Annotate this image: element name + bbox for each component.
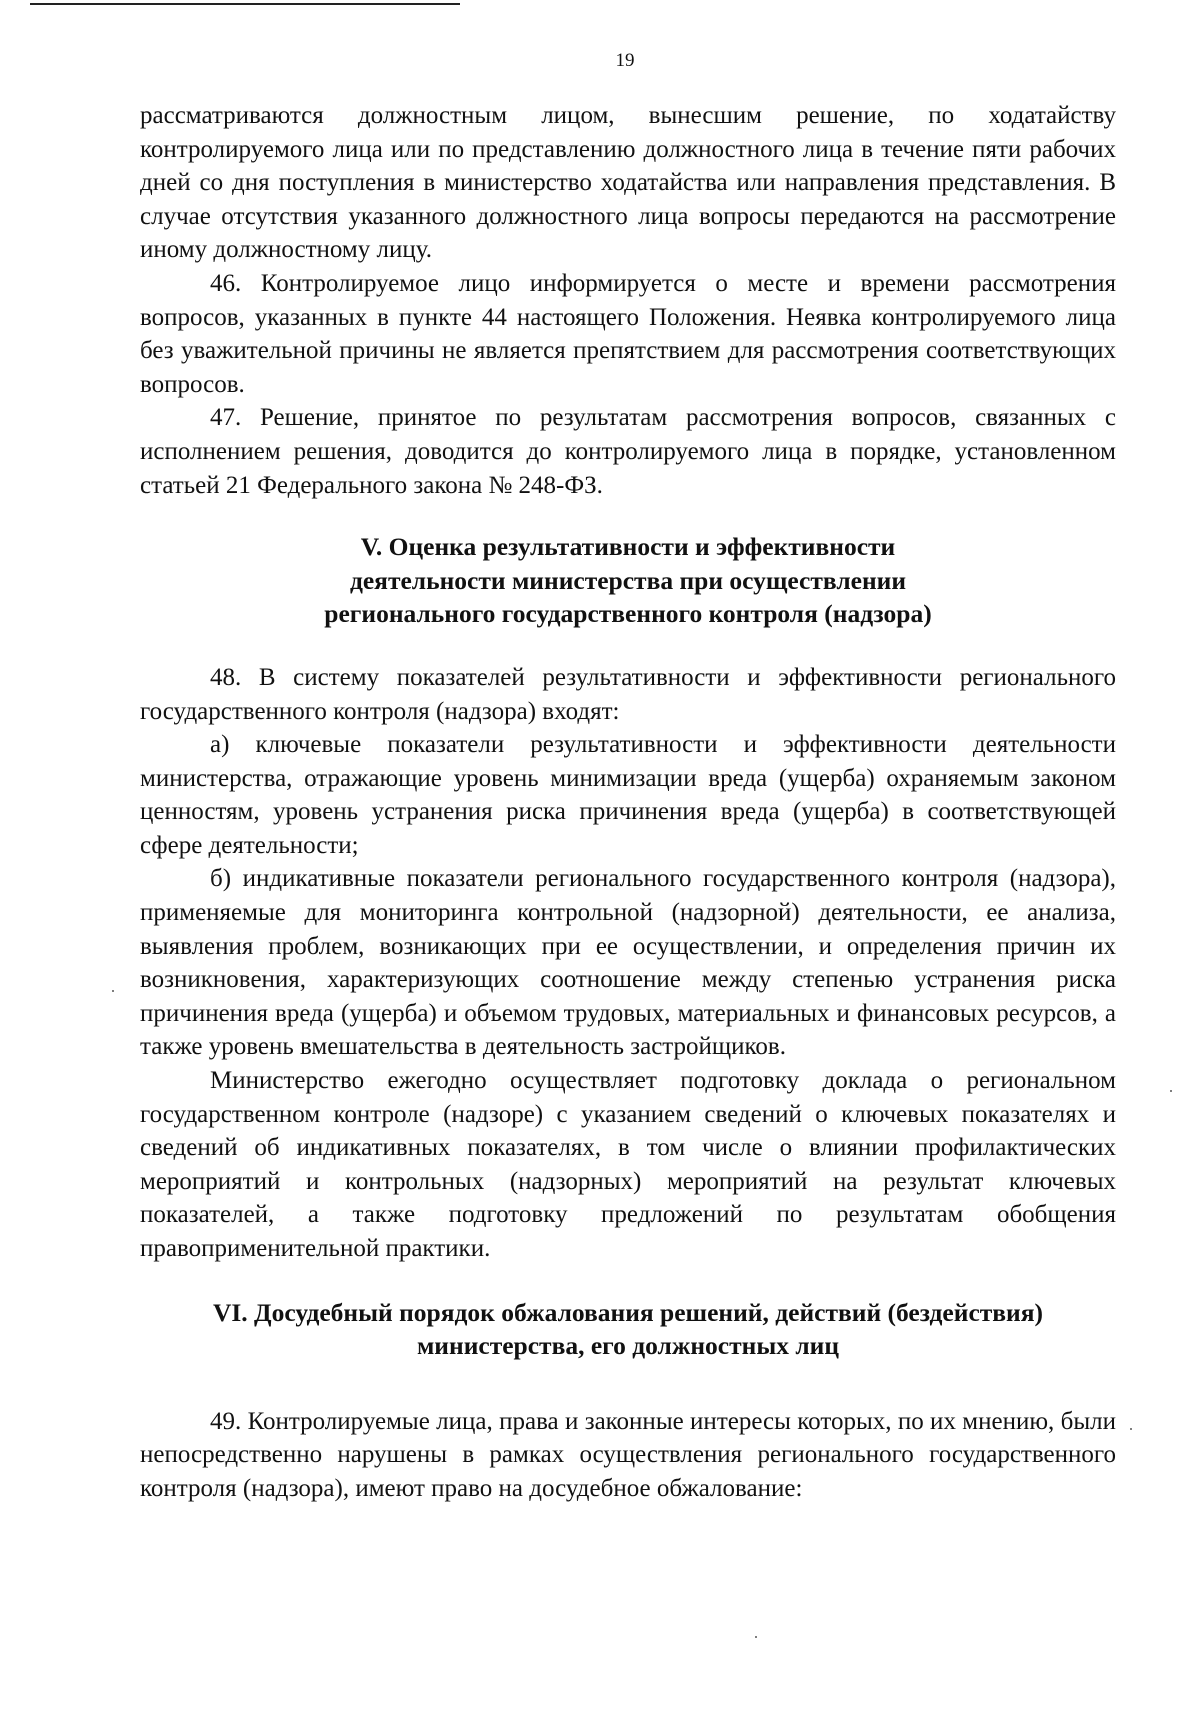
spacer [140,1363,1116,1405]
scan-speck [1170,1090,1172,1092]
scan-speck [755,1636,757,1638]
spacer [140,631,1116,661]
section-5-heading-line-3: регионального государственного контроля (надзора) [324,599,932,629]
scan-speck [1130,1428,1132,1430]
paragraph-continuation: рассматриваются должностным лицом, вынесшим решение, по ходатайству контролируемого лица или по представлению должностного лица в течение пяти рабочих дней со дня поступления в министерство ходатайства или направления представления. В случае отсутствия указанного должностного лица вопросы передаются на рассмотрение иному должностному лицу. [140,102,1116,264]
spacer [140,502,1116,530]
page-number: 19 [615,50,635,71]
paragraph-49: 49. Контролируемые лица, права и законные интересы которых, по их мнению, были непосредственно нарушены в рамках осуществления регионального государственного контроля (надзора), имеют право на досудебное обжалование: [140,1407,1116,1502]
paragraph-48: 48. В систему показателей результативности и эффективности регионального государственного контроля (надзора) входят: [140,663,1116,725]
section-6-heading [140,1296,1116,1363]
section-6-heading-line-2: министерства, его должностных лиц [416,1331,840,1361]
paragraph-47: 47. Решение, принятое по результатам рассмотрения вопросов, связанных с исполнением решения, доводится до контролируемого лица в порядке, установленном статьей 21 Федерального закона № 248-ФЗ. [140,404,1116,499]
section-5-heading-line-1: V. Оценка результативности и эффективности [360,532,896,562]
paragraph-46: 46. Контролируемое лицо информируется о месте и времени рассмотрения вопросов, указанных в пункте 44 настоящего Положения. Неявка контролируемого лица без уважительной причины не является препятствием для рассмотрения соответствующих вопросов. [140,269,1116,398]
paragraph-annual-report: Министерство ежегодно осуществляет подготовку доклада о региональном государственном контроле (надзоре) с указанием сведений о ключевых показателях и сведений об индикативных показателях, в том числе о влиянии профилактических мероприятий и контрольных (надзорных) мероприятий на результат ключевых показателей, а также подготовку предложений по результатам обобщения правоприменительной практики. [140,1067,1116,1262]
document-body [140,99,1116,1506]
spacer [140,1266,1116,1296]
paragraph-48-a: а) ключевые показатели результативности и эффективности деятельности министерства, отражающие уровень минимизации вреда (ущерба) охраняемым законом ценностям, уровень устранения риска причинения вреда (ущерба) в соответствующей сфере деятельности; [140,731,1116,859]
section-6-heading-line-1: VI. Досудебный порядок обжалования решений, действий (бездействия) [212,1297,1044,1327]
section-5-heading-line-2: деятельности министерства при осуществлении [349,565,907,595]
paragraph-48-b: б) индикативные показатели регионального государственного контроля (надзора), применяемые для мониторинга контрольной (надзорной) деятельности, ее анализа, выявления проблем, возникающих при ее осуществлении, и определения причин их возникновения, характеризующих соотношение между степенью устранения риска причинения вреда (ущерба) и объемом трудовых, материальных и финансовых ресурсов, а также уровень вмешательства в деятельность застройщиков. [140,865,1116,1061]
scan-top-edge-line [30,3,460,5]
section-5-heading [140,530,1116,631]
scan-speck [112,990,114,992]
